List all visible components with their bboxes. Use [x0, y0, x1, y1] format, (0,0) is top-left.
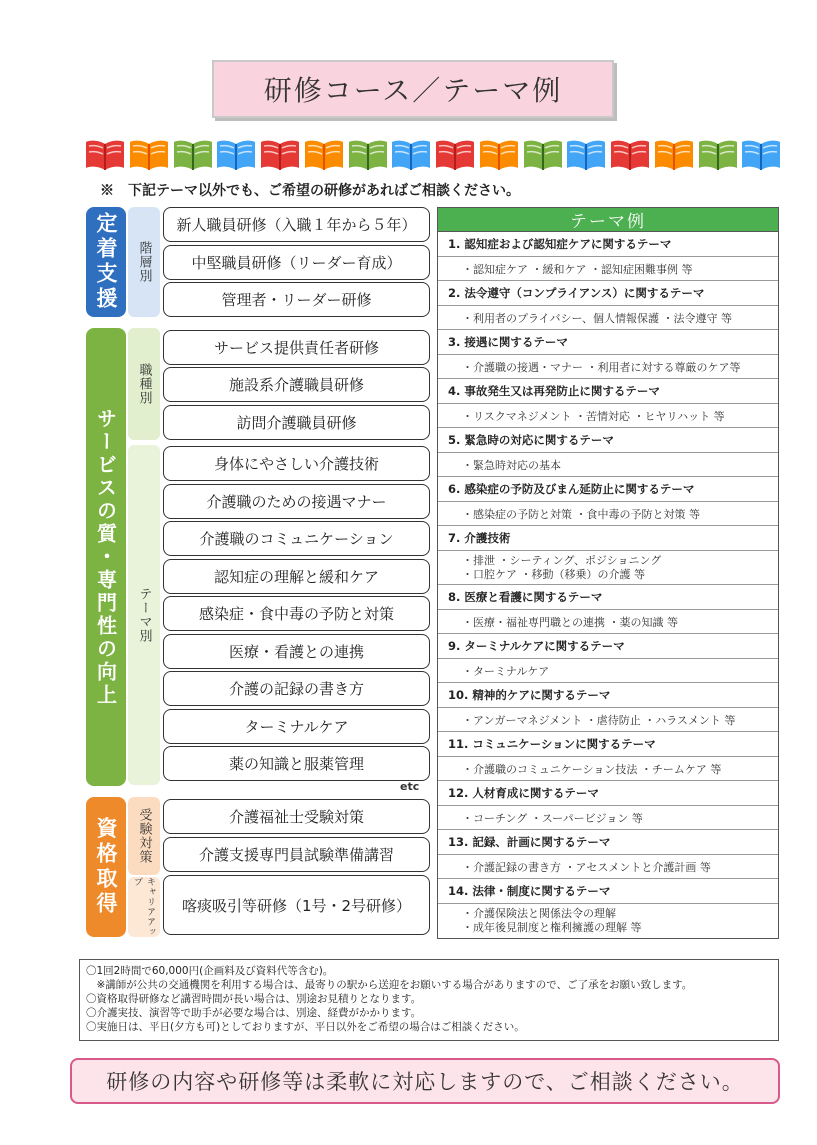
- theme-title: 1. 認知症および認知症ケアに関するテーマ: [438, 232, 778, 257]
- theme-detail: [438, 306, 778, 330]
- book-blue-icon: [390, 138, 434, 172]
- book-orange-icon: [303, 138, 347, 172]
- subcategory-theme: [128, 445, 160, 785]
- course-item: 施設系介護職員研修: [163, 367, 430, 402]
- book-green-icon: [697, 138, 741, 172]
- theme-detail-line: ・排泄 ・シーティング、ポジショニング: [462, 553, 662, 567]
- theme-title: 4. 事故発生又は再発防止に関するテーマ: [438, 379, 778, 404]
- info-line: 〇実施日は、平日(夕方も可)としておりますが、平日以外をご希望の場合はご相談ください。: [86, 1021, 525, 1033]
- theme-detail: [438, 404, 778, 428]
- course-item: 管理者・リーダー研修: [163, 282, 430, 317]
- subcategory-shokushu: [128, 328, 160, 440]
- page-title: 研修コース／テーマ例: [212, 60, 614, 118]
- course-item: 介護福祉士受験対策: [163, 799, 430, 834]
- theme-title: 7. 介護技術: [438, 526, 778, 551]
- theme-detail: [438, 610, 778, 634]
- theme-detail-line: ・成年後見制度と権利擁護の理解 等: [462, 921, 642, 934]
- book-blue-icon: [740, 138, 784, 172]
- theme-detail-line: ・ターミナルケア: [462, 664, 550, 678]
- theme-detail: [438, 659, 778, 683]
- theme-title: 10. 精神的ケアに関するテーマ: [438, 683, 778, 708]
- theme-detail-line: ・介護記録の書き方 ・アセスメントと介護計画 等: [462, 860, 711, 874]
- theme-detail: [438, 257, 778, 281]
- theme-table-header: テーマ例: [438, 208, 778, 232]
- theme-detail: [438, 708, 778, 732]
- theme-detail-line: ・介護職のコミュニケーション技法 ・チームケア 等: [462, 762, 722, 776]
- theme-detail: [438, 855, 778, 879]
- theme-title: 5. 緊急時の対応に関するテーマ: [438, 428, 778, 453]
- theme-detail: [438, 453, 778, 477]
- subcategory-career-label: キャリアアップ: [132, 877, 155, 937]
- course-item: 介護職のための接遇マナー: [163, 484, 430, 519]
- book-red-icon: [84, 138, 128, 172]
- category-service-label: サービスの質・専門性の向上: [93, 407, 118, 707]
- subcategory-juken: [128, 797, 160, 875]
- info-line: ※講師が公共の交通機関を利用する場合は、最寄りの駅から送迎をお願いする場合がありますので、ご了承をお願い致します。: [86, 979, 693, 991]
- theme-detail-line: ・感染症の予防と対策 ・食中毒の予防と対策 等: [462, 507, 700, 521]
- book-blue-icon: [215, 138, 259, 172]
- book-orange-icon: [478, 138, 522, 172]
- book-red-icon: [259, 138, 303, 172]
- course-item: 医療・看護との連携: [163, 634, 430, 669]
- course-item: 新人職員研修（入職１年から５年）: [163, 207, 430, 242]
- theme-detail-line: ・介護保険法と関係法令の理解: [462, 907, 616, 920]
- theme-detail: [438, 757, 778, 781]
- course-item: 中堅職員研修（リーダー育成）: [163, 245, 430, 280]
- book-green-icon: [522, 138, 566, 172]
- theme-title: 14. 法律・制度に関するテーマ: [438, 879, 778, 904]
- category-shikaku-label: 資格取得: [94, 817, 118, 917]
- course-item: 感染症・食中毒の予防と対策: [163, 596, 430, 631]
- theme-title: 6. 感染症の予防及びまん延防止に関するテーマ: [438, 477, 778, 502]
- subcategory-career: [128, 877, 160, 937]
- footer-message: 研修の内容や研修等は柔軟に対応しますので、ご相談ください。: [70, 1058, 780, 1104]
- theme-detail: [438, 904, 778, 938]
- theme-detail: [438, 502, 778, 526]
- book-orange-icon: [128, 138, 172, 172]
- theme-detail-line: ・利用者のプライバシー、個人情報保護 ・法令遵守 等: [462, 311, 733, 325]
- info-line: 〇介護実技、演習等で助手が必要な場合は、別途、経費がかかります。: [86, 1007, 422, 1019]
- theme-detail-line: ・介護職の接遇・マナー ・利用者に対する尊厳のケア等: [462, 360, 741, 374]
- subcategory-kaiso-label: 階層別: [136, 241, 152, 283]
- theme-detail-line: ・リスクマネジメント ・苦情対応 ・ヒヤリハット 等: [462, 409, 725, 423]
- subcategory-theme-label: テーマ別: [136, 587, 152, 643]
- note-text: ※ 下記テーマ以外でも、ご希望の研修があればご相談ください。: [100, 183, 520, 199]
- theme-title: 2. 法令遵守（コンプライアンス）に関するテーマ: [438, 281, 778, 306]
- theme-table: [437, 207, 779, 939]
- book-red-icon: [434, 138, 478, 172]
- subcategory-juken-label: 受験対策: [136, 808, 152, 864]
- course-item: 薬の知識と服薬管理: [163, 746, 430, 781]
- course-item: 介護の記録の書き方: [163, 671, 430, 706]
- info-line: 〇資格取得研修など講習時間が長い場合は、別途お見積りとなります。: [86, 993, 422, 1005]
- subcategory-shokushu-label: 職種別: [136, 363, 152, 405]
- theme-title: 13. 記録、計画に関するテーマ: [438, 830, 778, 855]
- theme-title: 8. 医療と看護に関するテーマ: [438, 585, 778, 610]
- theme-title: 11. コミュニケーションに関するテーマ: [438, 732, 778, 757]
- course-item: サービス提供責任者研修: [163, 330, 430, 365]
- course-item: 喀痰吸引等研修（1号・2号研修）: [163, 875, 430, 935]
- theme-detail-line: ・口腔ケア ・移動（移乗）の介護 等: [462, 567, 645, 581]
- subcategory-kaiso: [128, 207, 160, 317]
- course-item: 介護支援専門員試験準備講習: [163, 837, 430, 872]
- course-item: 認知症の理解と緩和ケア: [163, 559, 430, 594]
- theme-detail-line: ・医療・福祉専門職との連携 ・薬の知識 等: [462, 615, 678, 629]
- course-item: 訪問介護職員研修: [163, 405, 430, 440]
- theme-detail-line: ・アンガーマネジメント ・虐待防止 ・ハラスメント 等: [462, 713, 736, 727]
- category-teichaku: [86, 207, 126, 317]
- theme-detail-line: ・コーチング ・スーパービジョン 等: [462, 811, 643, 825]
- book-green-icon: [172, 138, 216, 172]
- book-orange-icon: [653, 138, 697, 172]
- info-box: [79, 959, 779, 1041]
- category-shikaku: [86, 797, 126, 937]
- theme-detail: [438, 355, 778, 379]
- theme-title: 9. ターミナルケアに関するテーマ: [438, 634, 778, 659]
- course-item: 身体にやさしい介護技術: [163, 446, 430, 481]
- theme-detail: [438, 551, 778, 585]
- category-teichaku-label: 定着支援: [94, 212, 118, 312]
- theme-title: 12. 人材育成に関するテーマ: [438, 781, 778, 806]
- theme-title: 3. 接遇に関するテーマ: [438, 330, 778, 355]
- theme-detail-line: ・認知症ケア ・緩和ケア ・認知症困難事例 等: [462, 262, 693, 276]
- category-service: [86, 328, 126, 786]
- book-decoration-row: [84, 138, 784, 172]
- book-red-icon: [609, 138, 653, 172]
- course-item: 介護職のコミュニケーション: [163, 521, 430, 556]
- theme-detail-line: ・緊急時対応の基本: [462, 458, 561, 472]
- etc-label: etc: [400, 780, 420, 793]
- book-green-icon: [347, 138, 391, 172]
- course-item: ターミナルケア: [163, 709, 430, 744]
- info-line: 〇1回2時間で60,000円(企画料及び資料代等含む)。: [86, 965, 334, 977]
- book-blue-icon: [565, 138, 609, 172]
- theme-detail: [438, 806, 778, 830]
